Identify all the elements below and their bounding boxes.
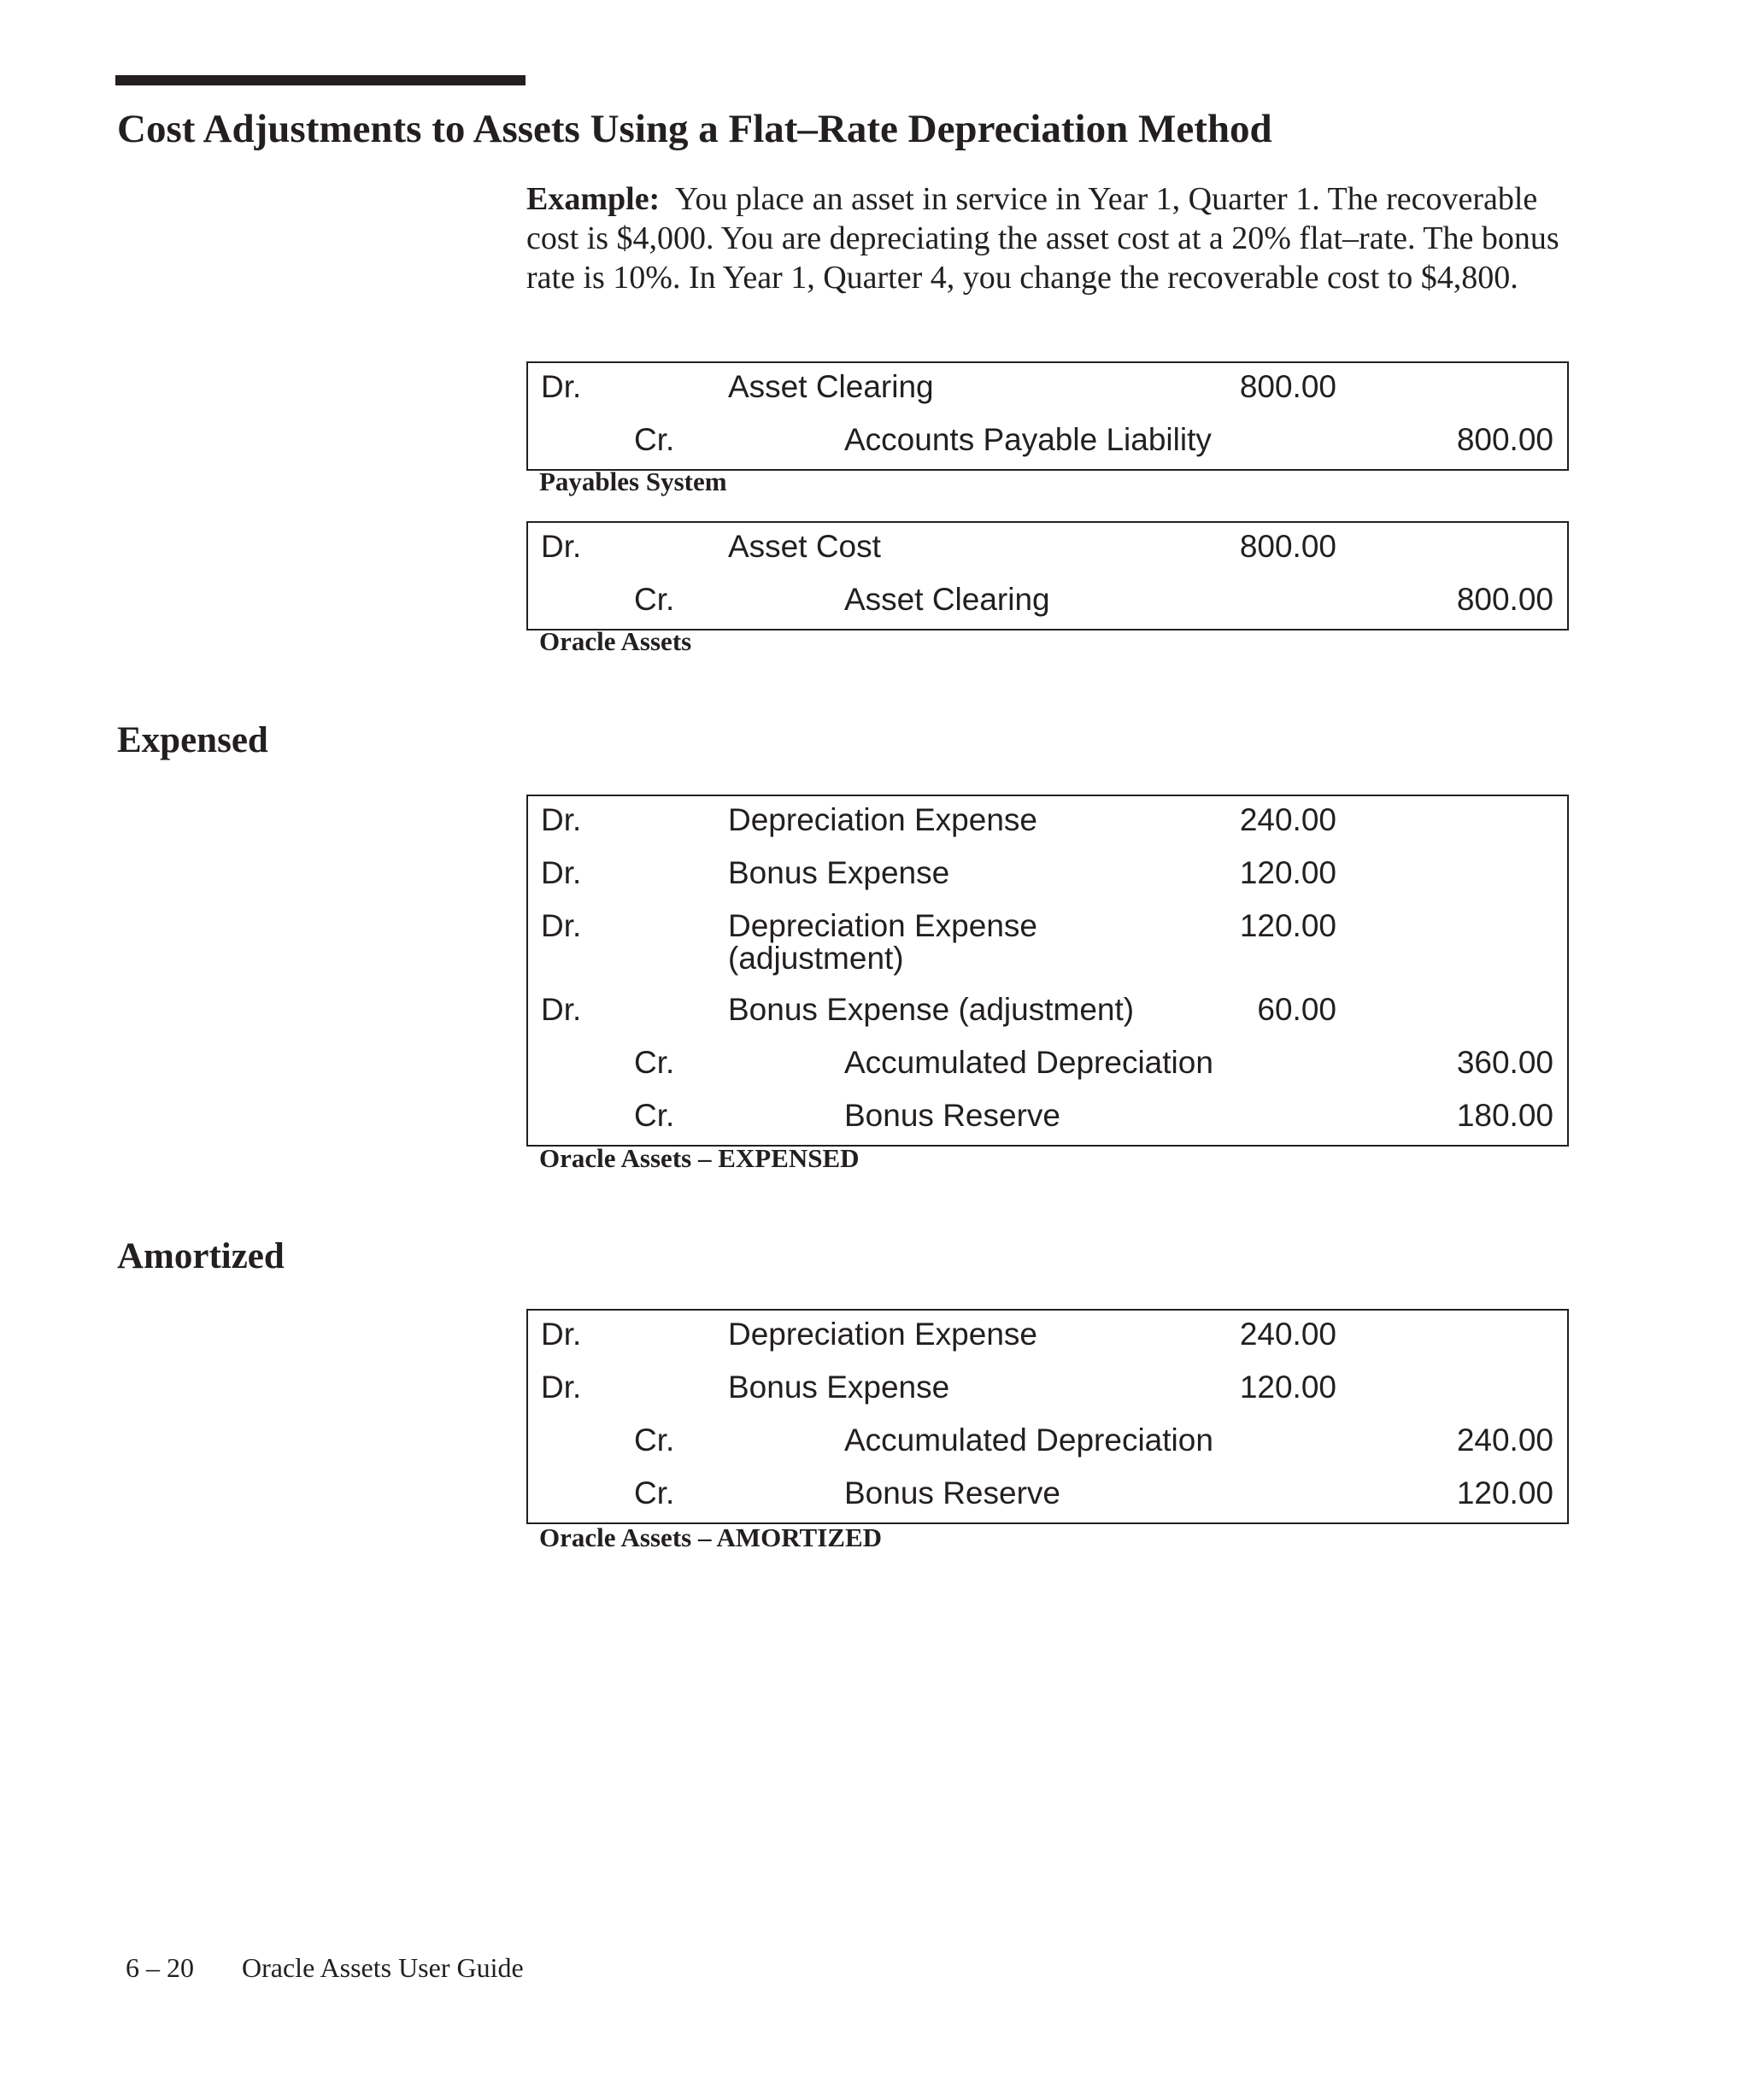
journal-row [528,363,1567,416]
journal-row [528,1417,1567,1469]
credit-account: Accounts Payable Liability [844,422,1212,457]
debit-marker: Dr. [541,529,582,564]
credit-account: Asset Clearing [844,582,1050,617]
debit-account: Asset Clearing [728,369,934,404]
credit-account: Bonus Reserve [844,1475,1060,1510]
debit-amount: 240.00 [1239,1317,1336,1352]
journal-row [528,796,1567,849]
debit-amount: 60.00 [1257,992,1336,1027]
debit-account: Bonus Expense [728,855,950,890]
credit-marker: Cr. [634,1475,675,1510]
section-heading-expensed: Expensed [117,720,268,760]
credit-amount: 800.00 [1456,582,1553,617]
example-text: You place an asset in service in Year 1, Quarter 1. The recoverable cost is $4,000. You are depreciating the asset cost at a 20% flat–rate. The bonus rate is 10%. In Year 1, Quarter 4, you change the recoverable cost to $4,800. [526,181,1559,296]
top-rule [115,75,526,85]
credit-account: Accumulated Depreciation [844,1422,1213,1458]
journal-row [528,849,1567,902]
debit-amount: 240.00 [1239,802,1336,837]
journal-entry-amortized [526,1309,1569,1524]
journal-entry-expensed [526,795,1569,1147]
credit-amount: 120.00 [1456,1475,1553,1510]
example-paragraph [526,179,1569,297]
journal-row [528,523,1567,576]
debit-amount: 800.00 [1239,529,1336,564]
assets-caption: Oracle Assets [539,626,692,656]
debit-marker: Dr. [541,1370,582,1405]
debit-marker: Dr. [541,1317,582,1352]
example-label: Example: [526,181,661,217]
credit-account: Bonus Reserve [844,1098,1060,1133]
debit-marker: Dr. [541,855,582,890]
credit-marker: Cr. [634,422,675,457]
expensed-caption: Oracle Assets – EXPENSED [539,1143,860,1173]
journal-row [528,576,1567,629]
credit-amount: 240.00 [1456,1422,1553,1458]
page-title: Cost Adjustments to Assets Using a Flat–Rate Depreciation Method [117,107,1272,151]
credit-amount: 800.00 [1456,422,1553,457]
journal-entry-assets [526,521,1569,631]
debit-marker: Dr. [541,992,582,1027]
credit-marker: Cr. [634,1045,675,1080]
journal-row [528,986,1567,1039]
credit-marker: Cr. [634,1098,675,1133]
debit-account: Bonus Expense [728,1370,950,1405]
section-heading-amortized: Amortized [117,1236,285,1276]
journal-row [528,1092,1567,1145]
payables-caption: Payables System [539,466,727,496]
credit-amount: 360.00 [1456,1045,1553,1080]
journal-row [528,1311,1567,1364]
credit-account: Accumulated Depreciation [844,1045,1213,1080]
page-number: 6 – 20 [126,1952,194,1983]
journal-row [528,1469,1567,1522]
debit-account: Depreciation Expense (adjustment) [728,908,1037,976]
debit-marker: Dr. [541,908,582,943]
debit-amount: 120.00 [1239,908,1336,943]
journal-row [528,1039,1567,1092]
credit-amount: 180.00 [1456,1098,1553,1133]
book-title: Oracle Assets User Guide [242,1952,524,1983]
debit-amount: 120.00 [1239,855,1336,890]
debit-amount: 800.00 [1239,369,1336,404]
debit-marker: Dr. [541,802,582,837]
journal-entry-payables [526,361,1569,471]
journal-row [528,1364,1567,1417]
debit-marker: Dr. [541,369,582,404]
debit-amount: 120.00 [1239,1370,1336,1405]
journal-row [528,902,1567,986]
credit-marker: Cr. [634,582,675,617]
credit-marker: Cr. [634,1422,675,1458]
debit-account: Bonus Expense (adjustment) [728,992,1135,1027]
debit-account: Asset Cost [728,529,881,564]
debit-account: Depreciation Expense [728,802,1037,837]
debit-account: Depreciation Expense [728,1317,1037,1352]
amortized-caption: Oracle Assets – AMORTIZED [539,1522,883,1552]
journal-row [528,416,1567,469]
